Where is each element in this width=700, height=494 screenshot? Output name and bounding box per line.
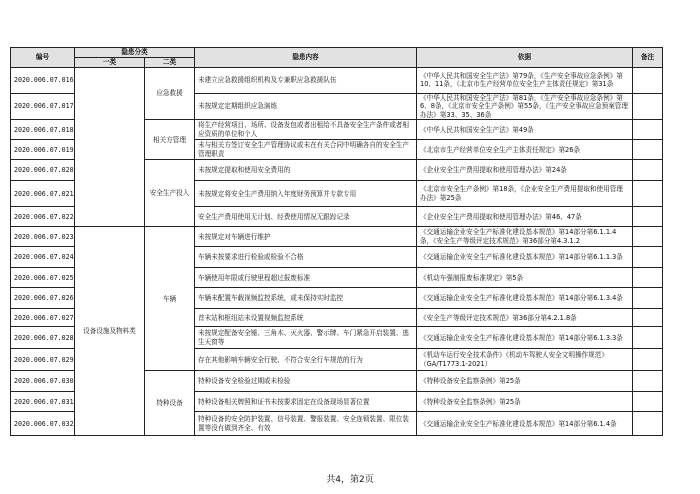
table-row (11, 67, 663, 93)
header-id: 编号 (11, 48, 75, 68)
row-id: 2020.006.07.025 (11, 268, 75, 288)
row-id: 2020.006.07.024 (11, 247, 75, 268)
row-content: 未按规定将安全生产费用纳入年度财务预算并专款专用 (195, 181, 417, 207)
row-id: 2020.006.07.026 (11, 288, 75, 309)
row-id: 2020.006.07.030 (11, 371, 75, 392)
row-basis: 《中华人民共和国安全生产法》第81条，《生产安全事故应急条例》第6、8条，《北京市安全生产条例》第55条，《生产安全事故应急预案管理办法》第33、35、36条 (417, 93, 633, 120)
row-content: 特种设备相关牌照和证书未按要求固定在设备现场显著位置 (195, 392, 417, 412)
row-content: 未按规定提取和使用安全费用的 (195, 160, 417, 181)
row-content: 首末站和枢纽站未设置视频监控系统 (195, 309, 417, 327)
header-cat1: 一类 (75, 58, 145, 68)
row-id: 2020.006.07.029 (11, 349, 75, 371)
row-remark (633, 392, 663, 412)
row-remark (633, 288, 663, 309)
row-id: 2020.006.07.023 (11, 227, 75, 247)
row-id: 2020.006.07.016 (11, 67, 75, 93)
row-remark (633, 268, 663, 288)
row-id: 2020.006.07.032 (11, 412, 75, 436)
row-content: 车辆未按要求进行检验或检验不合格 (195, 247, 417, 268)
page-footer: 共4，第2页 (326, 475, 374, 485)
row-content: 未建立应急救援组织机构及专兼职应急救援队伍 (195, 67, 417, 93)
row-basis: 《特种设备安全监察条例》第25条 (417, 371, 633, 392)
row-basis: 《交通运输企业安全生产标准化建设基本规范》第14部分第6.1.1.3条 (417, 247, 633, 268)
row-basis: 《安全生产等级评定技术规范》第36部分第4.2.1.8条 (417, 309, 633, 327)
row-content: 特种设备的安全防护装置、信号装置、警报装置、安全连锁装置、限位装置等没有做到齐全、有效 (195, 412, 417, 436)
row-basis: 《中华人民共和国安全生产法》第79条，《生产安全事故应急条例》第10、11条，《北京市生产经营单位安全生产主体责任规定》第31条 (417, 67, 633, 93)
row-remark (633, 120, 663, 140)
header-row-1 (11, 48, 663, 58)
row-remark (633, 160, 663, 181)
header-content: 隐患内容 (195, 48, 417, 68)
row-content: 车辆使用年限或行驶里程超过报废标准 (195, 268, 417, 288)
row-id: 2020.006.07.018 (11, 120, 75, 140)
row-basis: 《中华人民共和国安全生产法》第49条 (417, 120, 633, 140)
row-id: 2020.006.07.028 (11, 327, 75, 349)
row-remark (633, 309, 663, 327)
cat2-emergency: 应急救援 (145, 67, 195, 120)
header-remarks: 备注 (633, 48, 663, 68)
row-id: 2020.006.07.019 (11, 140, 75, 160)
cat2-related: 相关方管理 (145, 120, 195, 160)
row-id: 2020.006.07.022 (11, 207, 75, 227)
row-content: 将生产经营项目、场所、设备发包或者出租给不具备安全生产条件或者相应资质的单位和个人 (195, 120, 417, 140)
row-basis: 《机动车运行安全技术条件》《机动车驾驶人安全文明操作规范》（GA/T1773.1-2021） (417, 349, 633, 371)
cat2-special: 特种设备 (145, 371, 195, 436)
row-basis: 《机动车强制报废标准规定》第5条 (417, 268, 633, 288)
header-cat2: 二类 (145, 58, 195, 68)
row-remark (633, 412, 663, 436)
row-id: 2020.006.07.027 (11, 309, 75, 327)
row-basis: 《特种设备安全监察条例》第25条 (417, 392, 633, 412)
header-category: 隐患分类 (75, 48, 195, 58)
row-basis: 《交通运输企业安全生产标准化建设基本规范》第14部分第6.1.4条 (417, 412, 633, 436)
row-remark (633, 327, 663, 349)
row-basis: 《企业安全生产费用提取和使用管理办法》第46、47条 (417, 207, 633, 227)
row-content: 车辆未配置车载视频监控系统，或未保持实时监控 (195, 288, 417, 309)
row-remark (633, 67, 663, 93)
row-content: 未按规定对车辆进行维护 (195, 227, 417, 247)
row-content: 未与相关方签订安全生产管理协议或未在有关合同中明确各自的安全生产管理职责 (195, 140, 417, 160)
row-content: 安全生产费用使用无计划、经费使用情况无跟踪记录 (195, 207, 417, 227)
row-basis: 《交通运输企业安全生产标准化建设基本规范》第14部分第6.1.3.3条 (417, 327, 633, 349)
hazard-table (10, 47, 663, 436)
cat2-vehicle: 车辆 (145, 227, 195, 371)
row-basis: 《北京市安全生产条例》第18条，《企业安全生产费用提取和使用管理办法》第25条 (417, 181, 633, 207)
row-id: 2020.006.07.021 (11, 181, 75, 207)
row-basis: 《企业安全生产费用提取和使用管理办法》第24条 (417, 160, 633, 181)
cat1-cell-blank (75, 67, 145, 227)
row-basis: 《北京市生产经营单位安全生产主体责任规定》第26条 (417, 140, 633, 160)
cat2-safety-invest: 安全生产投入 (145, 160, 195, 227)
row-remark (633, 349, 663, 371)
row-content: 特种设备安全检验过期或未检验 (195, 371, 417, 392)
row-id: 2020.006.07.031 (11, 392, 75, 412)
row-remark (633, 181, 663, 207)
row-remark (633, 207, 663, 227)
header-basis: 依据 (417, 48, 633, 68)
row-id: 2020.006.07.017 (11, 93, 75, 120)
row-content: 未按规定定期组织应急演练 (195, 93, 417, 120)
row-remark (633, 371, 663, 392)
row-remark (633, 93, 663, 120)
table-row (11, 227, 663, 247)
row-remark (633, 140, 663, 160)
cat1-facilities: 设备设施及物料类 (75, 227, 145, 436)
row-content: 存在其他影响车辆安全行驶、不符合安全行车规范的行为 (195, 349, 417, 371)
row-id: 2020.006.07.020 (11, 160, 75, 181)
row-remark (633, 227, 663, 247)
row-remark (633, 247, 663, 268)
row-basis: 《交通运输企业安全生产标准化建设基本规范》第14部分第6.1.3.4条 (417, 288, 633, 309)
row-basis: 《交通运输企业安全生产标准化建设基本规范》第14部分第6.1.1.4条，《安全生产等级评定技术规范》第36部分第4.3.1.2 (417, 227, 633, 247)
row-content: 未按规定配备安全锤、三角木、灭火器、警示牌、车门紧急开启装置、逃生天窗等 (195, 327, 417, 349)
